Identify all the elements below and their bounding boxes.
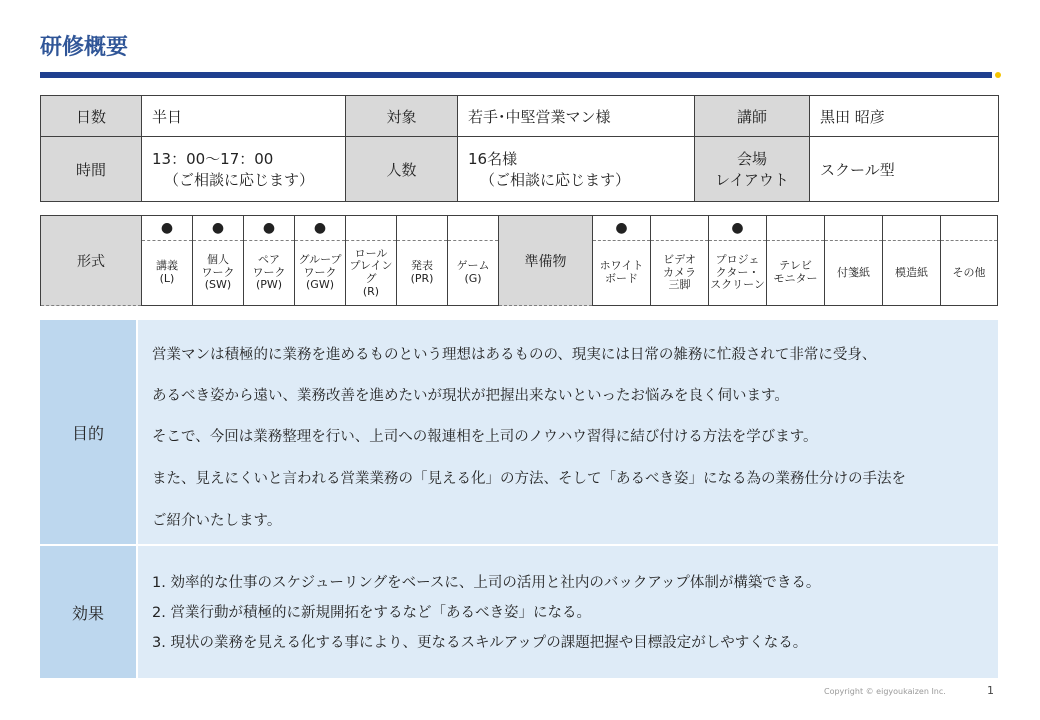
people-note: （ご相談に応じます） bbox=[480, 171, 631, 189]
purpose-effect-section bbox=[40, 320, 998, 678]
equipment-check-3 bbox=[767, 216, 825, 241]
time-cell bbox=[142, 137, 346, 202]
format-check-3: ● bbox=[295, 216, 346, 241]
time-value: 13：00～17：00 bbox=[152, 150, 274, 168]
equipment-check-4 bbox=[825, 216, 883, 241]
format-item-game: ゲーム (G) bbox=[448, 241, 499, 306]
venue-label bbox=[695, 137, 810, 202]
target-value: 若手･中堅営業マン様 bbox=[458, 96, 695, 137]
equipment-check-6 bbox=[941, 216, 998, 241]
purpose-block bbox=[40, 320, 998, 544]
purpose-line: あるべき姿から遠い、業務改善を進めたいが現状が把握出来ないといったお悩みを良く伺います。 bbox=[152, 388, 789, 404]
time-note: （ご相談に応じます） bbox=[164, 171, 315, 189]
equipment-check-0: ● bbox=[593, 216, 651, 241]
equipment-item-paper: 模造紙 bbox=[883, 241, 941, 306]
equipment-item-video-camera: ビデオ カメラ 三脚 bbox=[651, 241, 709, 306]
copyright: Copyright © eigyoukaizen Inc. bbox=[824, 687, 946, 696]
venue-label-line2: レイアウト bbox=[715, 171, 789, 189]
format-table bbox=[40, 215, 998, 306]
format-check-6 bbox=[448, 216, 499, 241]
days-label: 日数 bbox=[41, 96, 142, 137]
equipment-label: 準備物 bbox=[499, 216, 593, 306]
equipment-check-5 bbox=[883, 216, 941, 241]
effect-body bbox=[138, 546, 998, 678]
format-item-role-playing: ロール プレイング (R) bbox=[346, 241, 397, 306]
equipment-check-2: ● bbox=[709, 216, 767, 241]
target-label: 対象 bbox=[346, 96, 458, 137]
effect-block bbox=[40, 546, 998, 678]
format-check-0: ● bbox=[142, 216, 193, 241]
days-value: 半日 bbox=[142, 96, 346, 137]
venue-value: スクール型 bbox=[810, 137, 999, 202]
purpose-line: また、見えにくいと言われる営業業務の「見える化」の方法、そして「あるべき姿」になる為の業務仕分けの手法を bbox=[152, 471, 906, 487]
venue-label-line1: 会場 bbox=[736, 150, 767, 168]
effect-label: 効果 bbox=[40, 546, 136, 678]
time-label: 時間 bbox=[41, 137, 142, 202]
format-item-pair-work: ペア ワーク (PW) bbox=[244, 241, 295, 306]
equipment-check-1 bbox=[651, 216, 709, 241]
format-label: 形式 bbox=[41, 216, 142, 306]
format-item-presentation: 発表 (PR) bbox=[397, 241, 448, 306]
format-check-4 bbox=[346, 216, 397, 241]
purpose-line: そこで、今回は業務整理を行い、上司への報連相を上司のノウハウ習得に結び付ける方法を学びます。 bbox=[152, 429, 818, 445]
purpose-body bbox=[138, 320, 998, 544]
equipment-item-whiteboard: ホワイト ボード bbox=[593, 241, 651, 306]
page-title: 研修概要 bbox=[40, 35, 129, 60]
format-item-lecture: 講義 (L) bbox=[142, 241, 193, 306]
people-value: 16名様 bbox=[468, 150, 518, 168]
format-item-individual-work: 個人 ワーク (SW) bbox=[193, 241, 244, 306]
format-check-2: ● bbox=[244, 216, 295, 241]
purpose-line: 営業マンは積極的に業務を進めるものという理想はあるものの、現実には日常の雑務に忙殺されて非常に受身、 bbox=[152, 347, 877, 363]
effect-line: 2. 営業行動が積極的に新規開拓をするなど「あるべき姿」になる。 bbox=[152, 605, 591, 621]
equipment-item-tv-monitor: テレビ モニター bbox=[767, 241, 825, 306]
format-check-1: ● bbox=[193, 216, 244, 241]
equipment-item-other: その他 bbox=[941, 241, 998, 306]
info-table bbox=[40, 95, 999, 202]
lecturer-label: 講師 bbox=[695, 96, 810, 137]
equipment-item-sticky-notes: 付箋紙 bbox=[825, 241, 883, 306]
format-check-5 bbox=[397, 216, 448, 241]
people-cell bbox=[458, 137, 695, 202]
title-underline bbox=[40, 72, 992, 78]
page-number: 1 bbox=[987, 684, 994, 697]
purpose-label: 目的 bbox=[40, 320, 136, 544]
effect-line: 1. 効率的な仕事のスケジューリングをベースに、上司の活用と社内のバックアップ体制が構築できる。 bbox=[152, 575, 821, 591]
format-item-group-work: グループ ワーク (GW) bbox=[295, 241, 346, 306]
people-label: 人数 bbox=[346, 137, 458, 202]
effect-line: 3. 現状の業務を見える化する事により、更なるスキルアップの課題把握や目標設定がしやすくなる。 bbox=[152, 635, 808, 651]
lecturer-value: 黒田 昭彦 bbox=[810, 96, 999, 137]
equipment-item-projector: プロジェ クター・ スクリーン bbox=[709, 241, 767, 306]
underline-accent-dot bbox=[995, 72, 1001, 78]
purpose-line: ご紹介いたします。 bbox=[152, 513, 282, 529]
